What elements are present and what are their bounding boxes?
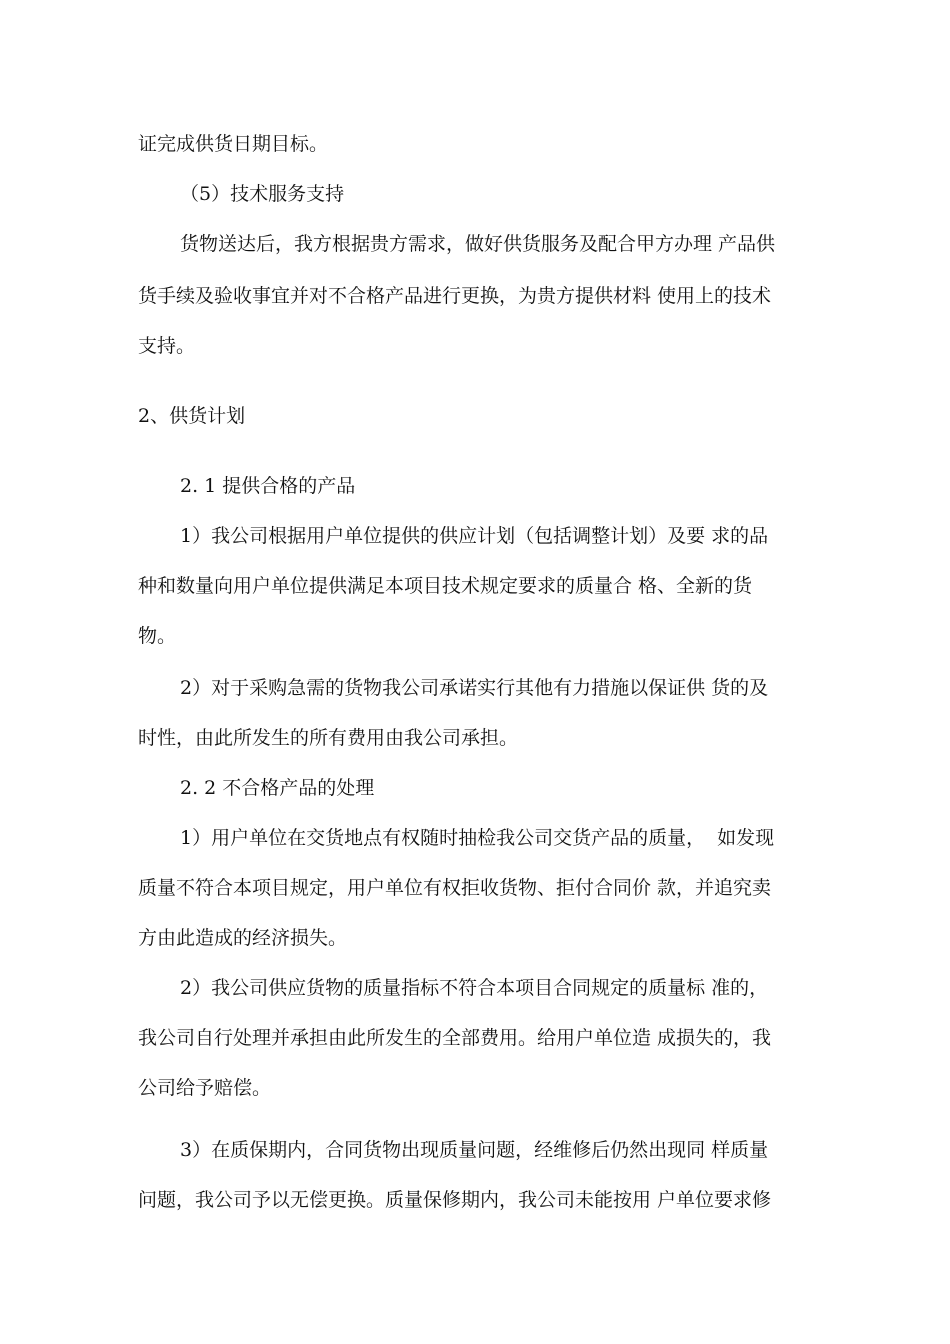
paragraph-line: 物。 [138, 625, 177, 647]
paragraph-line: 货物送达后，我方根据贵方需求，做好供货服务及配合甲方办理 产品供 [180, 233, 776, 255]
section-heading-tech-support: （5）技术服务支持 [180, 183, 345, 205]
paragraph-line: 1）我公司根据用户单位提供的供应计划（包括调整计划）及要 求的品 [180, 525, 769, 547]
paragraph-line: 质量不符合本项目规定，用户单位有权拒收货物、拒付合同价 款，并追究卖 [138, 877, 772, 899]
paragraph-line: 1）用户单位在交货地点有权随时抽检我公司交货产品的质量， 如发现 [180, 827, 775, 849]
paragraph-line: 我公司自行处理并承担由此所发生的全部费用。给用户单位造 成损失的，我 [138, 1027, 772, 1049]
paragraph-line: 支持。 [138, 335, 196, 357]
paragraph-line: 问题，我公司予以无偿更换。质量保修期内，我公司未能按用 户单位要求修 [138, 1189, 772, 1211]
section-heading-supply-plan: 2、供货计划 [138, 405, 246, 427]
paragraph-line: 种和数量向用户单位提供满足本项目技术规定要求的质量合 格、全新的货 [138, 575, 753, 597]
paragraph-line: 货手续及验收事宜并对不合格产品进行更换，为贵方提供材料 使用上的技术 [138, 285, 772, 307]
paragraph-line: 方由此造成的经济损失。 [138, 927, 348, 949]
paragraph-line: 时性，由此所发生的所有费用由我公司承担。 [138, 727, 519, 749]
subsection-heading-nonconforming-products: 2. 2 不合格产品的处理 [180, 777, 375, 799]
paragraph-line-continuation: 证完成供货日期目标。 [138, 133, 329, 155]
paragraph-line: 2）对于采购急需的货物我公司承诺实行其他有力措施以保证供 货的及 [180, 677, 769, 699]
paragraph-line: 2）我公司供应货物的质量指标不符合本项目合同规定的质量标 准的， [180, 977, 769, 999]
paragraph-line: 公司给予赔偿。 [138, 1077, 272, 1099]
paragraph-line: 3）在质保期内，合同货物出现质量问题，经维修后仍然出现同 样质量 [180, 1139, 769, 1161]
subsection-heading-qualified-products: 2. 1 提供合格的产品 [180, 475, 356, 497]
